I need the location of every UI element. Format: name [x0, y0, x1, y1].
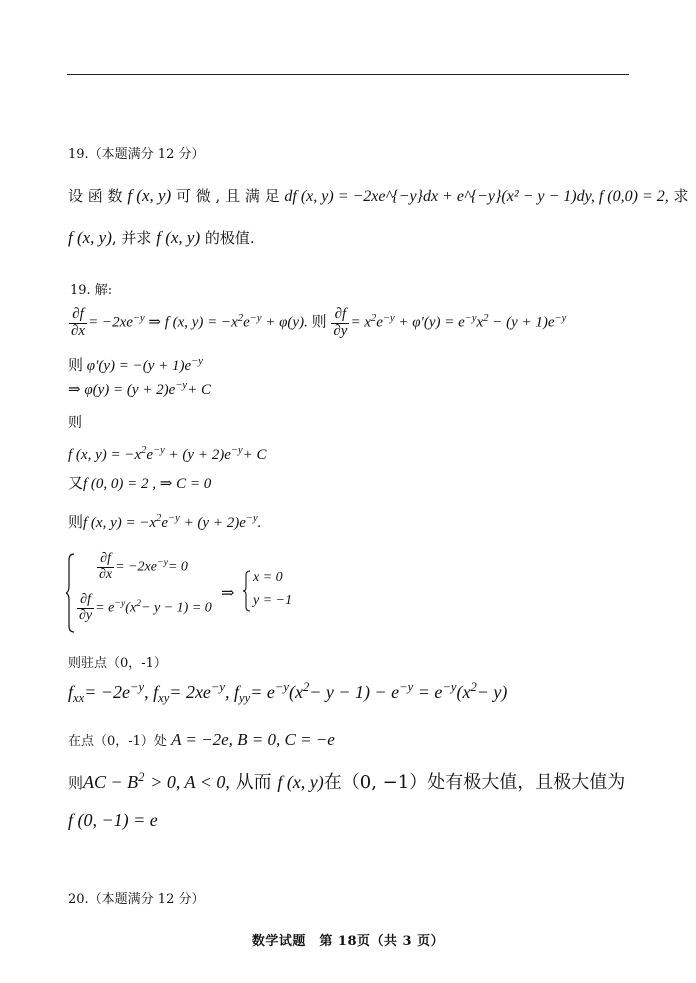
system-left-brace [66, 552, 76, 638]
solution-line-1: $\frac{\partial f}{\partial x}$ = $-2xe^{-y}$ ⇒ f (x, $y) = -x^2e^{-y} + \varphi(y)$. 则 $\frac{\partial f}{\partial y}$ = $x^2e^{-y} + \varphi'(y) = e^{-y}x^2 - (y + 1)e^{-y}$ [71, 306, 567, 339]
statement-prefix: 设 函 数 [68, 187, 123, 205]
second-derivatives: $f_{xx}= -2e^{-y}$, $f_{xy}= 2xe^{-y}$, $f_{yy}= e^{-y}(x^2- y - 1) - e^{-y} = e^{-y}(x^2- y)$ [68, 680, 508, 705]
partial-f-x: $\frac{\partial f}{\partial x}$ [71, 306, 86, 339]
header-rule [67, 74, 629, 75]
statement-total-differential: df (x, y) = −2xe^{−y}dx + e^{−y}(x² − y − 1)dy, f (0,0) = 2, [284, 188, 669, 205]
solution-line-6: 又f (0, 0) = 2 , ⇒ C = 0 [68, 474, 212, 492]
problem-19-heading: 19.（本题满分 12 分） [68, 147, 205, 162]
maximum-value: f (0, −1) = e [68, 810, 158, 830]
conclusion: 则AC − $B^2 > 0$, A < 0, 从而 f (x, y)在（0, −1）处有极大值，且极大值为 [68, 770, 626, 793]
statement-differentiable: 可 微 , 且 满 足 [176, 187, 280, 205]
system-implies-arrow: ⇒ [221, 583, 235, 602]
problem-19-statement-line1 [68, 185, 689, 206]
statement-ask: 求 [673, 187, 689, 205]
problem-20-heading: 20.（本题满分 12 分） [68, 892, 205, 907]
solution-line-2: 则 $\varphi'(y) = -(y + 1)e^{-y}$ [68, 356, 203, 374]
statement-function-3: f (x, y) [156, 228, 201, 247]
result-x: x = 0 [253, 570, 283, 585]
statement-function-2: f (x, y) [68, 228, 112, 247]
statement-and-find: , 并求 [111, 229, 152, 247]
solution-line-4: 则 [68, 415, 82, 431]
abc-values: 在点（0，-1）处 A = −2e, B = 0, C = −e [68, 730, 335, 749]
solution-line-7: 则f (x, $y) = -x^2e^{-y} + (y + 2)e^{-y}$. [68, 513, 262, 531]
solution-line-5: f (x, $y) = -x^2e^{-y} + (y + 2)e^{-y}+ C$ [68, 445, 267, 463]
result-y: y = −1 [253, 593, 293, 608]
system-eq-1: $\frac{\partial f}{\partial x}$ = $-2xe^{-y}= 0$ [99, 551, 188, 582]
statement-extremum: 的极值. [204, 229, 255, 247]
stationary-point: 则驻点（0，-1） [68, 656, 167, 671]
solution-line-3: ⇒ $\varphi(y) = (y + 2)e^{-y}+ C$ [68, 380, 211, 398]
partial-f-y: $\frac{\partial f}{\partial y}$ [333, 306, 348, 339]
result-left-brace [243, 570, 251, 616]
page-footer: 数学试题 第 18页（共 3 页） [251, 934, 445, 949]
solution-heading: 19. 解: [70, 283, 113, 298]
statement-function: f (x, y) [127, 186, 172, 205]
system-eq-2: $\frac{\partial f}{\partial y}$ = $e^{-y}(x^2- y - 1) = 0$ [79, 592, 212, 623]
problem-19-statement-line2 [68, 227, 255, 248]
